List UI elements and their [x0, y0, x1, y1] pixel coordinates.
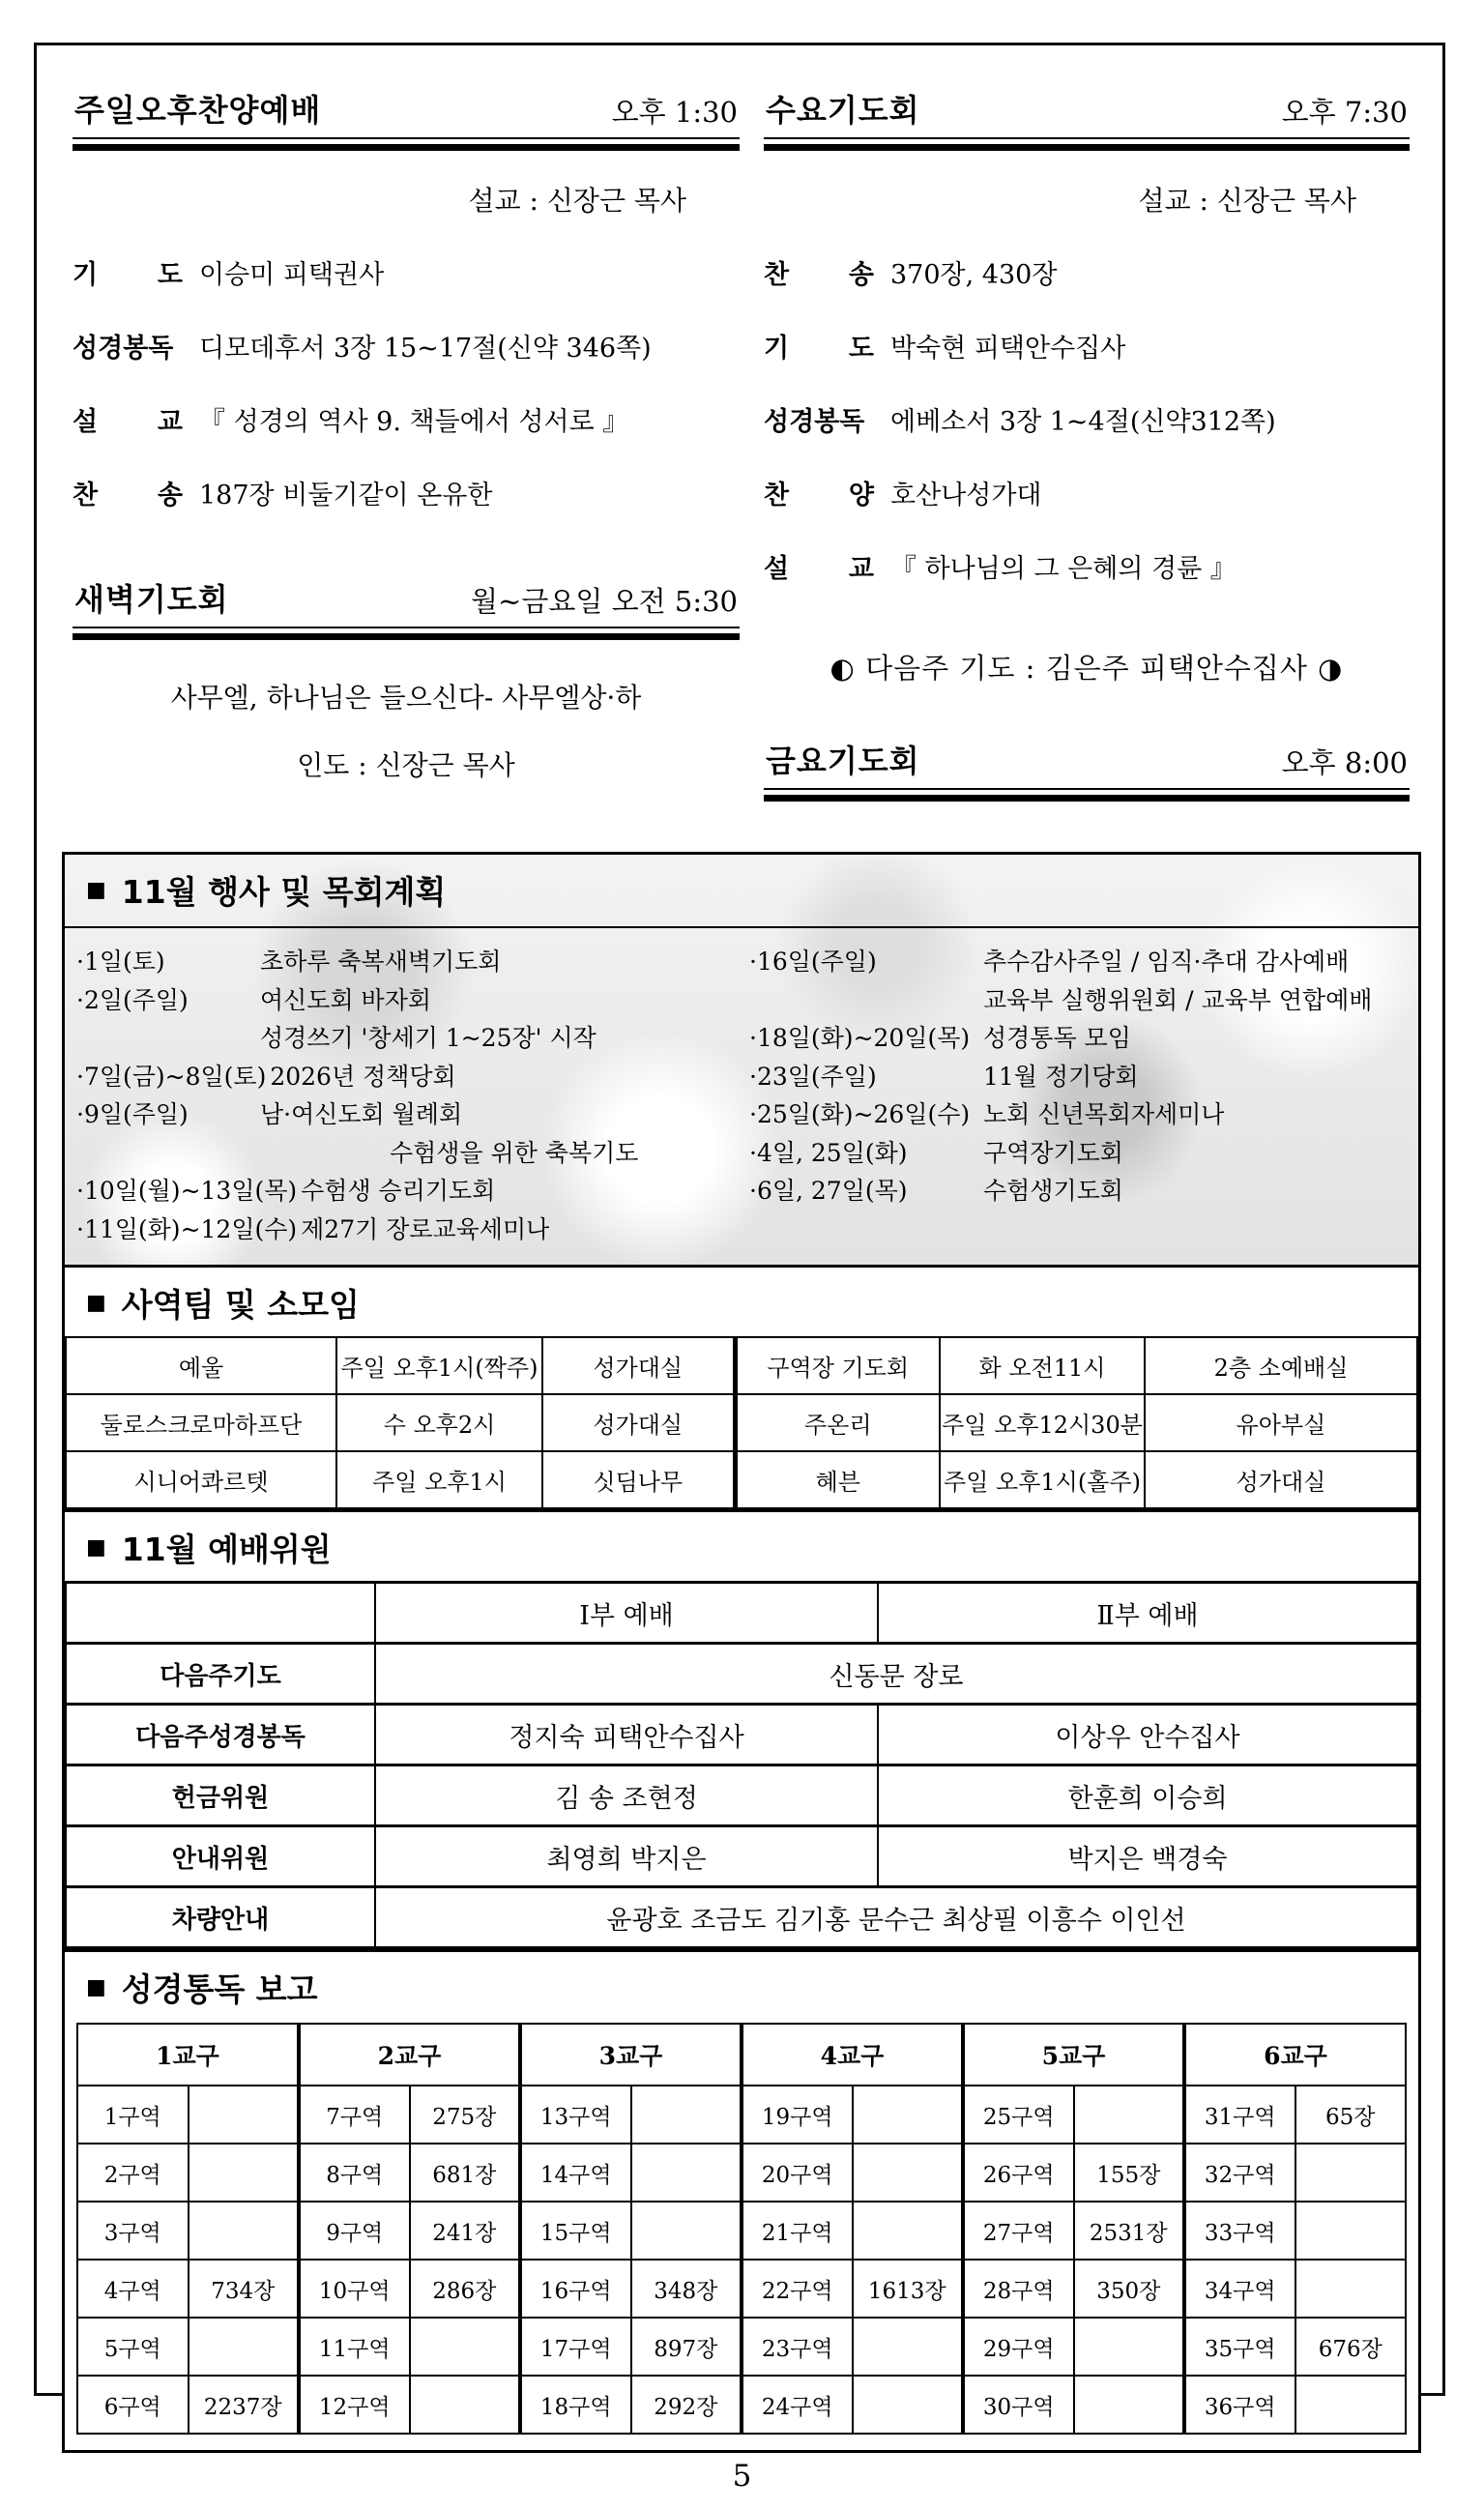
table-header-cell: 4교구 — [742, 2024, 963, 2086]
table-row — [66, 1451, 1417, 1508]
section-title: 수요기도회 — [766, 92, 920, 129]
reading-box-title — [65, 1952, 1418, 2021]
table-cell: 676장 — [1295, 2318, 1407, 2376]
dawn-leader-line: 인도 : 신장근 목사 — [297, 749, 515, 781]
events-title-text: 11월 행사 및 목회계획 — [121, 873, 447, 911]
table-cell: 22구역 — [742, 2260, 853, 2318]
event-date: ·25일(화)~26일(수) — [749, 1100, 971, 1128]
section-time: 월~금요일 오전 5:30 — [471, 585, 738, 618]
wednesday-service-rows — [764, 253, 1410, 585]
table-cell: 11구역 — [299, 2318, 410, 2376]
table-header-cell: 5교구 — [963, 2024, 1184, 2086]
event-item — [749, 1062, 1411, 1094]
table-cell: 31구역 — [1184, 2086, 1295, 2144]
service-row — [73, 253, 740, 291]
table-cell — [1295, 2144, 1407, 2202]
service-row-value: 370장, 430장 — [890, 260, 1058, 290]
table-cell: 7구역 — [299, 2086, 410, 2144]
table-cell — [631, 2202, 742, 2260]
table-cell: 35구역 — [1184, 2318, 1295, 2376]
table-cell: 4구역 — [77, 2260, 189, 2318]
service-row — [764, 327, 1410, 365]
table-cell — [1074, 2086, 1185, 2144]
section-title: 금요기도회 — [766, 743, 920, 779]
event-item — [76, 1099, 743, 1131]
event-date: ·18일(화)~20일(목) — [749, 1024, 971, 1052]
event-item — [749, 1176, 1411, 1208]
events-box-title — [65, 855, 1418, 928]
table-cell: 20구역 — [742, 2144, 853, 2202]
table-row — [66, 1887, 1417, 1948]
table-cell: 27구역 — [963, 2202, 1074, 2260]
square-bullet-icon: ■ — [86, 1290, 106, 1315]
table-cell — [66, 1583, 375, 1644]
table-row — [66, 1394, 1417, 1451]
service-row-label: 찬 송 — [764, 260, 874, 290]
table-cell: 155장 — [1074, 2144, 1185, 2202]
table-cell — [189, 2144, 300, 2202]
event-desc: 2026년 정책당회 — [270, 1062, 456, 1091]
friday-prayer-header — [764, 737, 1410, 781]
table-cell: 안내위원 — [66, 1826, 375, 1887]
service-row-label: 성경봉독 — [73, 334, 174, 364]
service-row-label: 찬 송 — [73, 481, 183, 511]
table-cell: 25구역 — [963, 2086, 1074, 2144]
event-desc: 제27기 장로교육세미나 — [301, 1214, 550, 1243]
service-row-value: 『 하나님의 그 은혜의 경륜 』 — [890, 554, 1237, 584]
table-row — [66, 1765, 1417, 1826]
table-cell — [853, 2202, 964, 2260]
service-row — [764, 400, 1410, 438]
table-cell: 241장 — [410, 2202, 521, 2260]
table-cell: 박지은 백경숙 — [878, 1826, 1417, 1887]
page-number: 5 — [732, 2459, 752, 2494]
event-desc: 노회 신년목회자세미나 — [983, 1100, 1225, 1128]
table-cell: 주일 오후12시30분 — [940, 1394, 1145, 1451]
table-cell — [189, 2318, 300, 2376]
table-cell — [853, 2318, 964, 2376]
event-date: ·10일(월)~13일(목) — [76, 1177, 298, 1205]
event-item — [76, 1138, 743, 1170]
table-row — [77, 2144, 1406, 2202]
table-cell: 2531장 — [1074, 2202, 1185, 2260]
events-body — [65, 928, 1418, 1265]
table-cell: 14구역 — [520, 2144, 631, 2202]
events-right-column — [743, 940, 1411, 1245]
table-cell: 28구역 — [963, 2260, 1074, 2318]
service-row — [73, 327, 740, 365]
table-row — [77, 2260, 1406, 2318]
table-cell: 5구역 — [77, 2318, 189, 2376]
committee-title-text: 11월 예배위원 — [121, 1531, 332, 1568]
section-time: 오후 1:30 — [611, 96, 738, 129]
event-desc: 수험생 승리기도회 — [301, 1177, 496, 1205]
teams-table — [65, 1336, 1418, 1509]
service-row — [73, 474, 740, 511]
table-cell: 16구역 — [520, 2260, 631, 2318]
table-cell: 6구역 — [77, 2376, 189, 2434]
table-cell — [189, 2202, 300, 2260]
next-week-prayer-text: 다음주 기도 : 김은주 피택안수집사 — [855, 652, 1319, 685]
table-cell: 18구역 — [520, 2376, 631, 2434]
event-date: ·7일(금)~8일(토) — [76, 1062, 267, 1091]
teams-title-text: 사역팀 및 소모임 — [121, 1286, 360, 1324]
table-cell: 34구역 — [1184, 2260, 1295, 2318]
dawn-prayer-header — [73, 575, 740, 620]
table-cell: 성가대실 — [542, 1337, 735, 1394]
event-desc: 교육부 실행위원회 / 교육부 연합예배 — [983, 985, 1373, 1014]
event-desc: 구역장기도회 — [983, 1138, 1123, 1167]
service-row-value: 디모데후서 3장 15~17절(신약 346쪽) — [199, 334, 652, 364]
table-header-cell: 1교구 — [77, 2024, 299, 2086]
event-desc: 성경쓰기 '창세기 1~25장' 시작 — [260, 1024, 597, 1052]
reading-title-text: 성경통독 보고 — [121, 1970, 318, 2008]
event-desc: 여신도회 바자회 — [260, 985, 431, 1014]
event-date: ·11일(화)~12일(수) — [76, 1214, 298, 1243]
table-header-cell: 2교구 — [299, 2024, 520, 2086]
section-time: 오후 7:30 — [1281, 96, 1408, 129]
table-header-row — [77, 2024, 1406, 2086]
table-row — [77, 2202, 1406, 2260]
table-cell — [410, 2376, 521, 2434]
table-cell: 286장 — [410, 2260, 521, 2318]
sunday-service-rows — [73, 253, 740, 511]
service-row-value: 에베소서 3장 1~4절(신약312쪽) — [890, 407, 1276, 437]
double-rule — [73, 137, 740, 151]
event-item — [76, 1176, 743, 1208]
table-cell: 17구역 — [520, 2318, 631, 2376]
service-row-label: 성경봉독 — [764, 407, 865, 437]
table-cell: 1613장 — [853, 2260, 964, 2318]
reading-table — [76, 2023, 1407, 2435]
double-rule — [764, 137, 1410, 151]
double-rule — [73, 627, 740, 640]
table-header-cell: 6교구 — [1184, 2024, 1406, 2086]
event-desc: 성경통독 모임 — [983, 1024, 1131, 1052]
table-cell: 주일 오후1시(홀주) — [940, 1451, 1145, 1508]
square-bullet-icon: ■ — [86, 1534, 106, 1560]
table-cell: 신동문 장로 — [375, 1644, 1417, 1705]
event-desc: 남·여신도회 월례회 — [260, 1100, 463, 1128]
table-cell: 한훈희 이승희 — [878, 1765, 1417, 1826]
table-row — [77, 2376, 1406, 2434]
table-cell: 275장 — [410, 2086, 521, 2144]
preacher-line: 설교 : 신장근 목사 — [1138, 185, 1356, 217]
event-date: ·2일(주일) — [76, 985, 189, 1014]
table-cell — [631, 2086, 742, 2144]
table-row — [77, 2318, 1406, 2376]
wednesday-prayer-header — [764, 86, 1410, 131]
table-cell: 성가대실 — [542, 1394, 735, 1451]
table-cell: 681장 — [410, 2144, 521, 2202]
table-cell — [1074, 2318, 1185, 2376]
dawn-theme-line: 사무엘, 하나님은 들으신다- 사무엘상·하 — [170, 682, 642, 714]
table-cell: 10구역 — [299, 2260, 410, 2318]
square-bullet-icon: ■ — [86, 1974, 106, 1999]
teams-box — [62, 1265, 1421, 1512]
table-cell: 26구역 — [963, 2144, 1074, 2202]
event-item — [749, 1099, 1411, 1131]
service-row-value: 이승미 피택권사 — [199, 260, 385, 290]
service-row — [764, 253, 1410, 291]
table-cell: 헌금위원 — [66, 1765, 375, 1826]
table-cell: 2구역 — [77, 2144, 189, 2202]
event-item — [76, 1023, 743, 1055]
service-row-value: 『 성경의 역사 9. 책들에서 성서로 』 — [199, 407, 629, 437]
table-cell: 다음주성경봉독 — [66, 1705, 375, 1765]
service-row-label: 기 도 — [73, 260, 183, 290]
page-border-frame — [34, 43, 1445, 2420]
table-cell: 주일 오후1시 — [336, 1451, 542, 1508]
service-row — [764, 474, 1410, 511]
table-cell: 혜븐 — [735, 1451, 940, 1508]
table-row — [66, 1826, 1417, 1887]
event-item — [749, 947, 1411, 978]
event-desc: 수험생기도회 — [983, 1177, 1123, 1205]
event-item — [749, 1138, 1411, 1170]
table-row — [77, 2086, 1406, 2144]
teams-box-title — [65, 1268, 1418, 1336]
half-circle-right-icon: ◑ — [1318, 652, 1344, 685]
square-bullet-icon: ■ — [86, 877, 106, 902]
table-cell: 8구역 — [299, 2144, 410, 2202]
table-cell — [189, 2086, 300, 2144]
event-item — [76, 947, 743, 978]
event-date: ·6일, 27일(목) — [749, 1177, 908, 1205]
table-cell: 2237장 — [189, 2376, 300, 2434]
table-row — [66, 1644, 1417, 1705]
event-date: ·4일, 25일(화) — [749, 1138, 908, 1167]
table-cell: 65장 — [1295, 2086, 1407, 2144]
table-cell: 수 오후2시 — [336, 1394, 542, 1451]
table-cell: 897장 — [631, 2318, 742, 2376]
table-cell: 3구역 — [77, 2202, 189, 2260]
table-cell: 둘로스크로마하프단 — [66, 1394, 336, 1451]
table-cell — [1295, 2202, 1407, 2260]
event-desc: 11월 정기당회 — [983, 1062, 1139, 1091]
events-left-column — [76, 940, 743, 1245]
table-header-row — [66, 1583, 1417, 1644]
committee-box — [62, 1509, 1421, 1952]
section-title: 새벽기도회 — [74, 581, 229, 618]
table-cell: 350장 — [1074, 2260, 1185, 2318]
table-cell: 정지숙 피택안수집사 — [375, 1705, 878, 1765]
table-row — [66, 1337, 1417, 1394]
double-rule — [764, 788, 1410, 802]
table-cell: 23구역 — [742, 2318, 853, 2376]
right-column — [764, 86, 1410, 802]
table-cell: 1구역 — [77, 2086, 189, 2144]
service-row-label: 기 도 — [764, 334, 874, 364]
service-row-value: 호산나성가대 — [890, 481, 1042, 511]
table-cell: 9구역 — [299, 2202, 410, 2260]
event-date: ·23일(주일) — [749, 1062, 877, 1091]
table-cell: 30구역 — [963, 2376, 1074, 2434]
table-cell — [1074, 2376, 1185, 2434]
committee-box-title — [65, 1512, 1418, 1581]
table-cell: 21구역 — [742, 2202, 853, 2260]
table-cell: 예울 — [66, 1337, 336, 1394]
event-item — [749, 985, 1411, 1017]
table-cell — [853, 2376, 964, 2434]
section-title: 주일오후찬양예배 — [74, 92, 322, 129]
section-time: 오후 8:00 — [1281, 746, 1408, 779]
table-cell — [410, 2318, 521, 2376]
event-item — [76, 1062, 743, 1094]
table-cell: 19구역 — [742, 2086, 853, 2144]
table-cell: 최영희 박지은 — [375, 1826, 878, 1887]
table-cell: 윤광호 조금도 김기홍 문수근 최상필 이흥수 이인선 — [375, 1887, 1417, 1948]
service-row-value: 187장 비둘기같이 온유한 — [199, 481, 493, 511]
table-cell: 주온리 — [735, 1394, 940, 1451]
table-cell: 주일 오후1시(짝주) — [336, 1337, 542, 1394]
event-desc: 추수감사주일 / 임직·추대 감사예배 — [983, 948, 1350, 976]
november-events-box — [62, 852, 1421, 1268]
service-row-label: 찬 양 — [764, 481, 874, 511]
service-row — [73, 400, 740, 438]
committee-table — [65, 1581, 1418, 1949]
table-cell: 시니어콰르텟 — [66, 1451, 336, 1508]
sunday-service-header — [73, 86, 740, 131]
event-item — [76, 985, 743, 1017]
half-circle-left-icon: ◐ — [829, 652, 856, 685]
table-cell: 15구역 — [520, 2202, 631, 2260]
next-week-prayer-line — [764, 647, 1410, 686]
table-header-cell: 3교구 — [520, 2024, 742, 2086]
table-cell: 2층 소예배실 — [1145, 1337, 1417, 1394]
table-cell: 구역장 기도회 — [735, 1337, 940, 1394]
reading-report-box — [62, 1949, 1421, 2453]
table-cell: 싯딤나무 — [542, 1451, 735, 1508]
table-cell: 다음주기도 — [66, 1644, 375, 1705]
service-row-label: 설 교 — [73, 407, 183, 437]
event-item — [76, 1214, 743, 1246]
table-cell: 이상우 안수집사 — [878, 1705, 1417, 1765]
table-cell: 33구역 — [1184, 2202, 1295, 2260]
table-cell: 유아부실 — [1145, 1394, 1417, 1451]
event-date: ·9일(주일) — [76, 1100, 189, 1128]
table-cell — [1295, 2260, 1407, 2318]
table-cell — [853, 2144, 964, 2202]
service-row-label: 설 교 — [764, 554, 874, 584]
left-column — [73, 86, 740, 783]
service-row-value: 박숙현 피택안수집사 — [890, 334, 1126, 364]
event-item — [749, 1023, 1411, 1055]
table-cell: 734장 — [189, 2260, 300, 2318]
table-cell: Ⅰ부 예배 — [375, 1583, 878, 1644]
table-cell — [1295, 2376, 1407, 2434]
table-cell — [853, 2086, 964, 2144]
table-cell: 성가대실 — [1145, 1451, 1417, 1508]
table-cell: 36구역 — [1184, 2376, 1295, 2434]
table-cell: 13구역 — [520, 2086, 631, 2144]
preacher-line: 설교 : 신장근 목사 — [468, 185, 686, 217]
table-cell: 김 송 조현정 — [375, 1765, 878, 1826]
table-cell: 29구역 — [963, 2318, 1074, 2376]
event-date: ·16일(주일) — [749, 948, 877, 976]
service-row — [764, 547, 1410, 585]
table-cell: 348장 — [631, 2260, 742, 2318]
table-cell: 24구역 — [742, 2376, 853, 2434]
table-cell: 292장 — [631, 2376, 742, 2434]
event-desc: 수험생을 위한 축복기도 — [390, 1138, 639, 1167]
event-desc: 초하루 축복새벽기도회 — [260, 948, 502, 976]
table-cell: 차량안내 — [66, 1887, 375, 1948]
table-cell: 12구역 — [299, 2376, 410, 2434]
table-cell — [631, 2144, 742, 2202]
table-cell: 화 오전11시 — [940, 1337, 1145, 1394]
reading-table-wrap — [65, 2021, 1418, 2450]
event-date: ·1일(토) — [76, 948, 165, 976]
table-cell: 32구역 — [1184, 2144, 1295, 2202]
table-cell: Ⅱ부 예배 — [878, 1583, 1417, 1644]
table-row — [66, 1705, 1417, 1765]
lower-sections — [62, 855, 1421, 2453]
